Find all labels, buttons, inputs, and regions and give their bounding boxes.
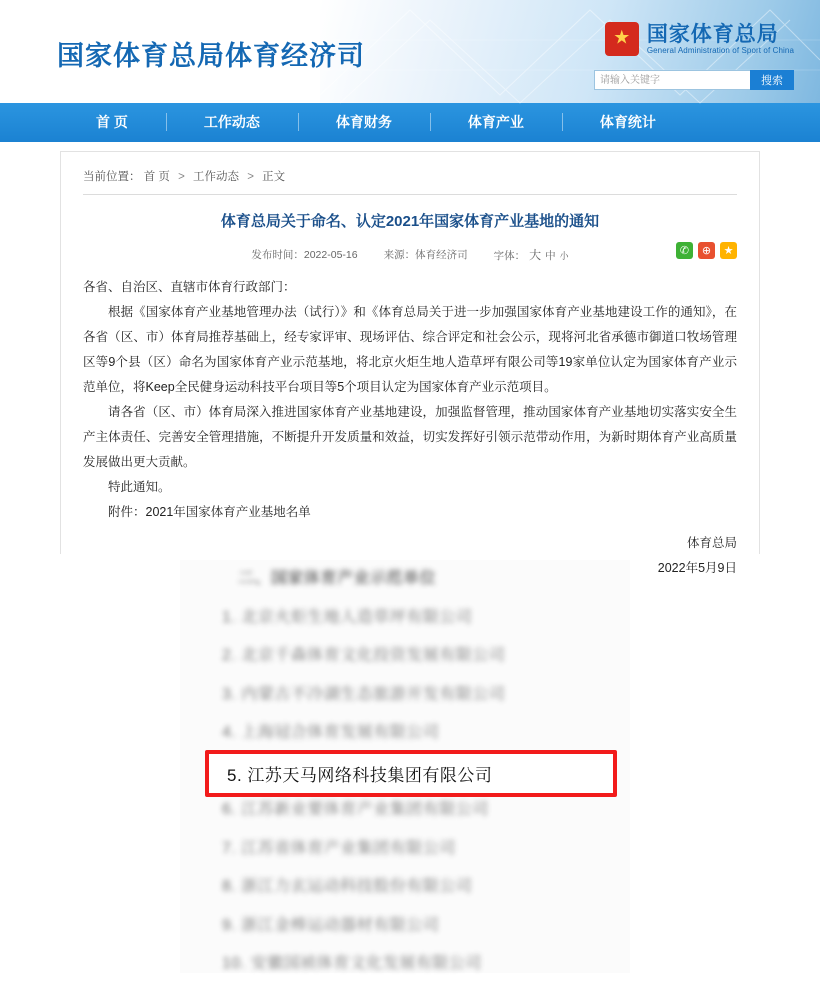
signature-date: 2022年5月9日 <box>657 560 737 575</box>
list-item: 7. 江苏省体育产业集团有限公司 <box>222 839 456 857</box>
article-card <box>60 151 760 575</box>
font-size-medium[interactable]: 中 <box>545 249 556 262</box>
list-item: 3. 内蒙古不冷湖生态旅游开发有限公司 <box>222 685 506 703</box>
font-size-label: 字体： <box>493 249 526 262</box>
main-nav <box>0 103 820 142</box>
site-logo[interactable] <box>605 22 794 56</box>
nav-item-sports-finance[interactable]: 体育财务 <box>298 103 430 142</box>
article-source <box>384 247 468 262</box>
favorite-star-icon[interactable]: ★ <box>720 242 737 259</box>
font-size-small[interactable]: 小 <box>559 250 569 261</box>
source-label: 来源： <box>383 248 416 261</box>
nav-item-home[interactable]: 首 页 <box>96 114 128 130</box>
font-size-controls[interactable] <box>494 246 569 263</box>
breadcrumb-prefix: 当前位置： <box>83 171 141 183</box>
breadcrumb <box>83 168 737 195</box>
site-header <box>0 0 820 103</box>
source-value: 体育经济司 <box>415 248 468 261</box>
list-item: 2. 北京千森体育文化投资发展有限公司 <box>222 647 506 664</box>
breadcrumb-item-home[interactable]: 首 页 <box>143 171 170 183</box>
nav-item-sports-industry[interactable]: 体育产业 <box>430 103 562 142</box>
breadcrumb-item-work-updates[interactable]: 工作动态 <box>193 171 240 183</box>
list-item: 10. 安徽国祯体育文化发展有限公司 <box>222 955 482 972</box>
breadcrumb-separator: > <box>178 171 185 183</box>
attachment-list-image <box>180 560 630 973</box>
article-paragraph: 各省、自治区、直辖市体育行政部门： <box>83 279 296 294</box>
article-attachment-line: 附件：2021年国家体育产业基地名单 <box>108 504 311 519</box>
search-button[interactable]: 搜索 <box>750 70 794 90</box>
article-title: 体育总局关于命名、认定2021年国家体育产业基地的通知 <box>220 213 600 230</box>
list-item: 6. 江苏新业要体育产业集团有限公司 <box>222 801 489 818</box>
list-heading: 二、国家体育产业示范单位 <box>238 570 437 587</box>
article-paragraph: 根据《国家体育产业基地管理办法（试行）》和《体育总局关于进一步加强国家体育产业基地建设工作的通知》，在各省（区、市）体育局推荐基础上，经专家评审、现场评估、综合评定和社会公示，现将河北省承德市御道口牧场管理区等9个县（区）命名为国家体育产业示范基地，将北京火炬生地人造草坪有限公司等19家单位认定为国家体育产业示范单位，将Keep全民健身运动科技平台项目等5个项目认定为国家体育产业示范项目。 <box>83 304 737 394</box>
article-paragraph: 请各省（区、市）体育局深入推进国家体育产业基地建设，加强监督管理，推动国家体育产业基地切实落实安全生产主体责任、完善安全管理措施，不断提升开发质量和效益，切实发挥好引领示范带动作用，为新时期体育产业高质量发展做出更大贡献。 <box>83 404 737 469</box>
list-item: 4. 上海冠合体育发展有限公司 <box>222 724 440 741</box>
logo-text-cn: 国家体育总局 <box>646 22 779 46</box>
breadcrumb-item-current: 正文 <box>262 171 286 183</box>
site-title: 国家体育总局体育经济司 <box>57 41 365 71</box>
font-size-large[interactable]: 大 <box>529 247 542 262</box>
breadcrumb-separator: > <box>247 171 254 183</box>
share-bar <box>676 242 737 259</box>
article-body <box>83 275 737 525</box>
publish-value: 2022-05-16 <box>303 248 358 261</box>
wechat-share-icon[interactable]: ✆ <box>676 242 693 259</box>
article-paragraph: 特此通知。 <box>108 479 171 494</box>
logo-text-en: General Administration of Sport of China <box>646 46 794 56</box>
search-box[interactable] <box>594 70 794 90</box>
list-item: 9. 浙江金棒运动器材有限公司 <box>222 916 440 934</box>
publish-label: 发布时间： <box>251 248 304 261</box>
list-item: 1. 北京火炬生地人造草坪有限公司 <box>222 608 473 626</box>
nav-item-sports-statistics[interactable]: 体育统计 <box>562 103 694 142</box>
article-meta <box>83 246 737 275</box>
signature-org: 体育总局 <box>686 535 737 550</box>
list-item: 8. 浙江力玄运动科技股份有限公司 <box>222 878 473 895</box>
search-input[interactable] <box>594 70 750 90</box>
national-emblem-icon <box>605 22 639 56</box>
nav-item-work-updates[interactable]: 工作动态 <box>166 103 298 142</box>
weibo-share-icon[interactable]: ⊕ <box>698 242 715 259</box>
highlighted-list-item: 5. 江苏天马网络科技集团有限公司 <box>205 750 617 797</box>
publish-time <box>251 247 357 262</box>
